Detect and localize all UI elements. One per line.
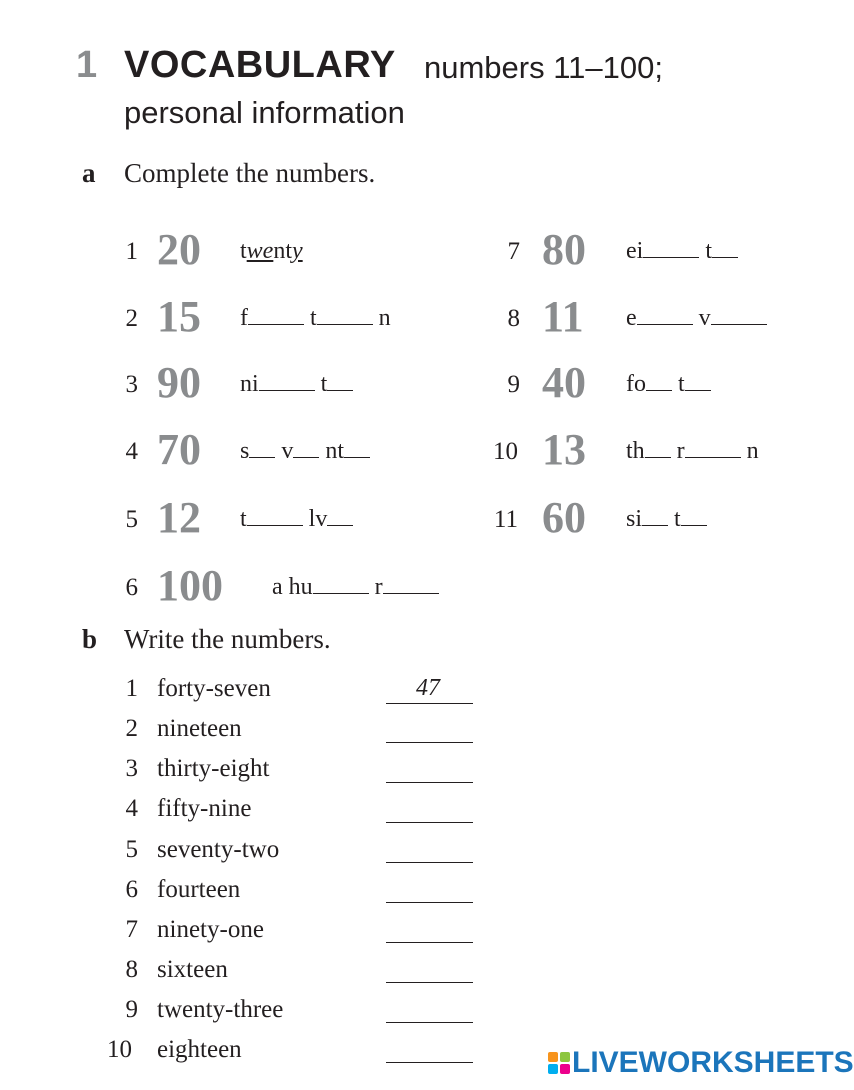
answer-blank[interactable] xyxy=(247,507,303,526)
answer-blank[interactable] xyxy=(386,703,473,704)
item-index: 11 xyxy=(493,506,518,533)
item-word: si t xyxy=(626,506,707,533)
item-index: 1 xyxy=(125,675,138,702)
topic-line-2: personal information xyxy=(124,95,405,130)
item-word: s v nt xyxy=(240,438,370,465)
answer-blank[interactable] xyxy=(681,507,707,526)
answer-blank[interactable] xyxy=(327,507,353,526)
section-number: 1 xyxy=(76,44,98,86)
item-index: 7 xyxy=(507,238,520,265)
item-index: 3 xyxy=(125,755,138,782)
answer-blank[interactable] xyxy=(646,372,672,391)
answer-blank[interactable] xyxy=(386,862,473,863)
answer-blank[interactable] xyxy=(711,306,767,325)
answer-blank[interactable] xyxy=(293,439,319,458)
item-index: 4 xyxy=(125,438,138,465)
item-index: 4 xyxy=(125,795,138,822)
answer-blank[interactable] xyxy=(344,439,370,458)
item-index: 8 xyxy=(507,305,520,332)
answer-blank[interactable] xyxy=(383,575,439,594)
answer-blank[interactable] xyxy=(712,239,738,258)
answer-blank[interactable] xyxy=(685,439,741,458)
answer-blank[interactable] xyxy=(685,372,711,391)
answer-blank[interactable] xyxy=(259,372,315,391)
section-a-letter: a xyxy=(82,158,96,188)
item-word: sixteen xyxy=(157,956,228,983)
item-word: fifty-nine xyxy=(157,795,252,822)
item-digits: 11 xyxy=(542,292,584,341)
item-word: seventy-two xyxy=(157,836,280,863)
answer-blank[interactable] xyxy=(386,782,473,783)
item-word: e v xyxy=(626,305,767,332)
item-word: eighteen xyxy=(157,1036,242,1063)
logo-mark-icon xyxy=(548,1052,570,1074)
item-index: 7 xyxy=(125,916,138,943)
item-index: 10 xyxy=(107,1036,132,1063)
answer-blank[interactable] xyxy=(643,239,699,258)
item-digits: 70 xyxy=(157,425,201,474)
answer-blank[interactable] xyxy=(249,439,275,458)
item-digits: 40 xyxy=(542,358,586,407)
answer-blank[interactable] xyxy=(248,306,304,325)
item-index: 5 xyxy=(125,836,138,863)
item-index: 2 xyxy=(125,715,138,742)
item-digits: 12 xyxy=(157,493,201,542)
answer-blank[interactable] xyxy=(642,507,668,526)
item-word: ei t xyxy=(626,238,738,265)
item-index: 2 xyxy=(125,305,138,332)
item-digits: 20 xyxy=(157,225,201,274)
item-word: twenty-three xyxy=(157,996,284,1023)
example-answer: we xyxy=(246,238,274,264)
item-word: f t n xyxy=(240,305,391,331)
item-index: 3 xyxy=(125,371,138,398)
example-answer: 47 xyxy=(416,675,440,701)
item-word: t lv xyxy=(240,506,353,533)
example-answer: y xyxy=(292,238,303,264)
liveworksheets-logo xyxy=(548,1046,854,1080)
item-digits: 90 xyxy=(157,358,201,407)
answer-blank[interactable] xyxy=(637,306,693,325)
section-a-instruction: Complete the numbers. xyxy=(124,158,376,188)
answer-blank[interactable] xyxy=(386,982,473,983)
item-index: 9 xyxy=(125,996,138,1023)
item-word: forty-seven xyxy=(157,675,271,702)
item-index: 10 xyxy=(493,438,518,465)
item-digits: 13 xyxy=(542,425,586,474)
item-word: a hu r xyxy=(272,574,439,601)
item-word: ni t xyxy=(240,371,353,398)
item-word: fourteen xyxy=(157,876,241,903)
answer-blank[interactable] xyxy=(386,1022,473,1023)
topic-line-1: numbers 11–100; xyxy=(424,50,663,85)
item-index: 1 xyxy=(125,238,138,265)
item-index: 6 xyxy=(125,574,138,601)
answer-blank[interactable] xyxy=(313,575,369,594)
item-word: thirty-eight xyxy=(157,755,270,782)
logo-text: LIVEWORKSHEETS xyxy=(572,1046,854,1079)
page-title: VOCABULARY xyxy=(124,44,396,86)
item-index: 5 xyxy=(125,506,138,533)
item-index: 9 xyxy=(507,371,520,398)
item-word: th r n xyxy=(626,438,759,464)
item-digits: 15 xyxy=(157,292,201,341)
section-b-instruction: Write the numbers. xyxy=(124,624,331,654)
answer-blank[interactable] xyxy=(386,942,473,943)
answer-blank[interactable] xyxy=(386,1062,473,1063)
item-word: fo t xyxy=(626,371,711,398)
answer-blank[interactable] xyxy=(317,306,373,325)
item-digits: 100 xyxy=(157,561,223,610)
answer-blank[interactable] xyxy=(645,439,671,458)
answer-blank[interactable] xyxy=(327,372,353,391)
answer-blank[interactable] xyxy=(386,742,473,743)
item-index: 8 xyxy=(125,956,138,983)
answer-blank[interactable] xyxy=(386,902,473,903)
item-word: twenty xyxy=(240,238,303,264)
item-word: nineteen xyxy=(157,715,242,742)
item-digits: 60 xyxy=(542,493,586,542)
item-word: ninety-one xyxy=(157,916,264,943)
answer-blank[interactable] xyxy=(386,822,473,823)
item-index: 6 xyxy=(125,876,138,903)
item-digits: 80 xyxy=(542,225,586,274)
section-b-letter: b xyxy=(82,624,98,654)
